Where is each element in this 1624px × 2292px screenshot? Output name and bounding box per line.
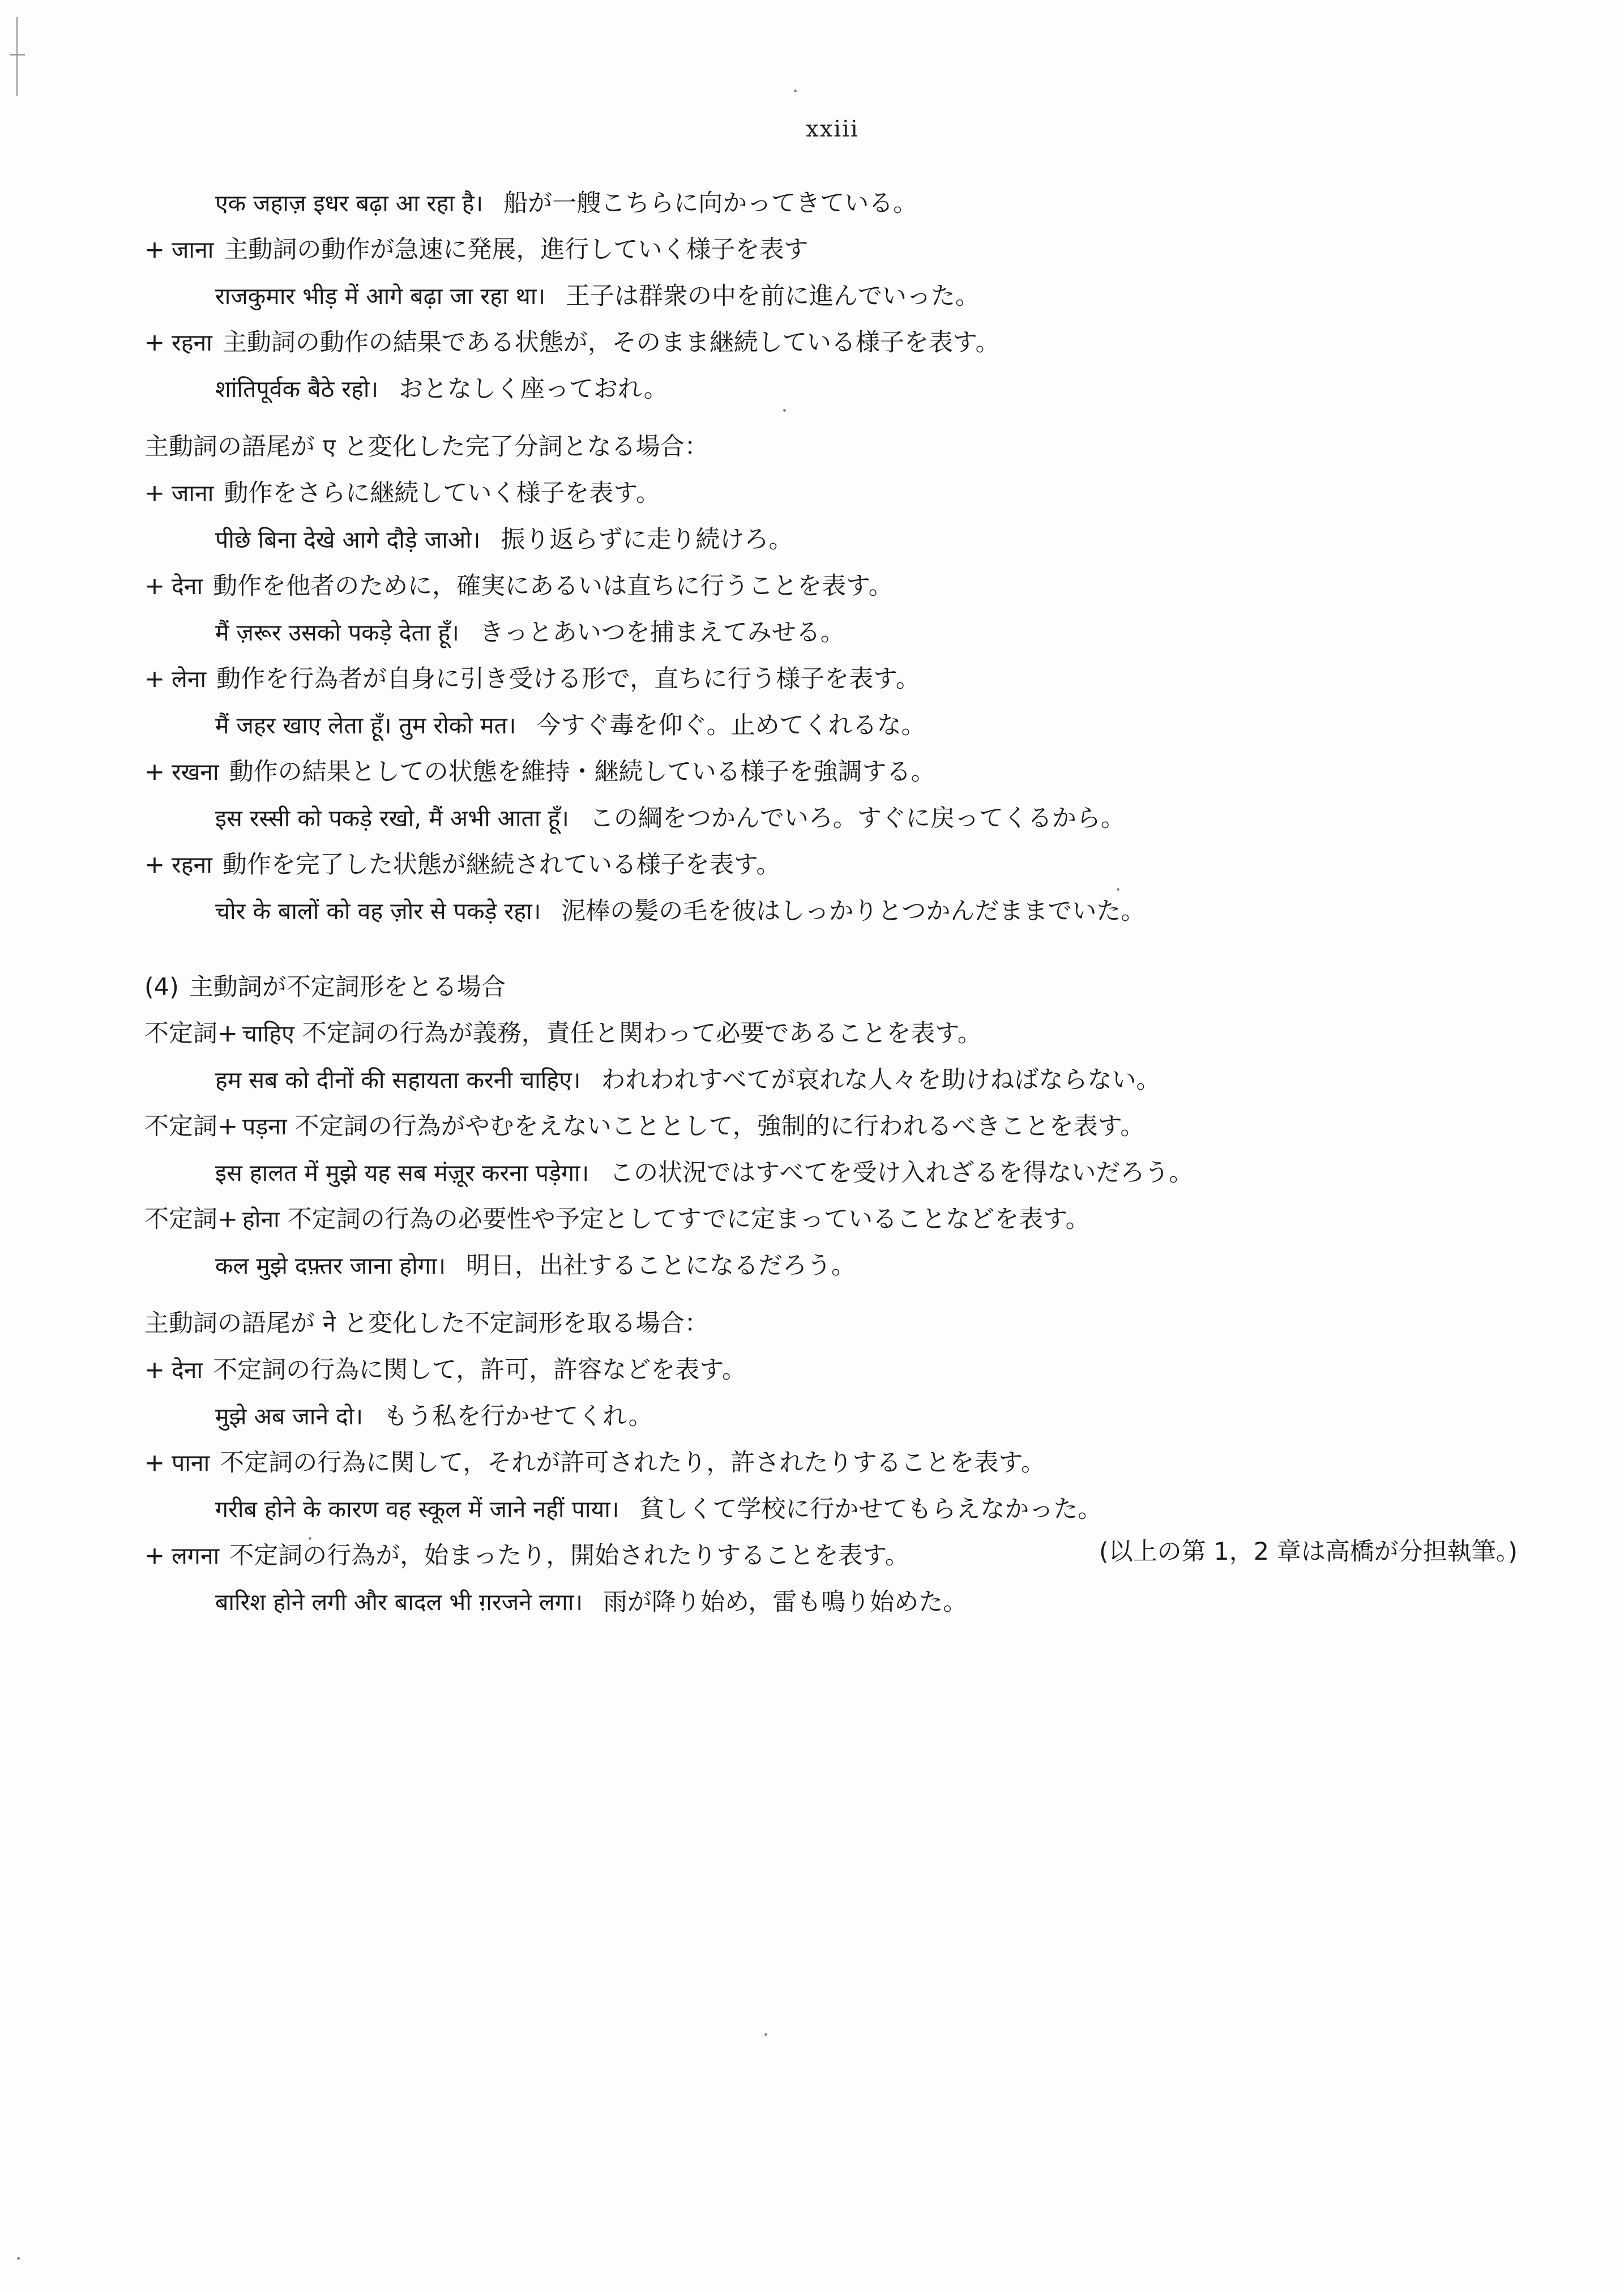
scan-speck [17, 2257, 20, 2260]
japanese-translation: 雨が降り始め，雷も鳴り始めた。 [603, 1588, 968, 1616]
grammar-rule [144, 1196, 1515, 1243]
auxiliary-verb: रखना [172, 758, 219, 786]
auxiliary-verb: पाना [172, 1449, 210, 1476]
scan-speck [794, 89, 797, 92]
japanese-translation: 振り返らずに走り続けろ。 [501, 526, 793, 554]
japanese-translation: きっとあいつを捕まえてみせる。 [479, 618, 845, 647]
example-sentence [144, 1393, 1515, 1440]
auxiliary-verb: लगना [172, 1542, 220, 1569]
hindi-example: चोर के बालों को वह ज़ोर से पकड़े रहा। [215, 898, 541, 925]
plus-marker: + [144, 572, 165, 600]
hindi-example: गरीब होने के कारण वह स्कूल में जाने नहीं पाया। [215, 1496, 619, 1523]
japanese-translation: この綱をつかんでいろ。すぐに戻ってくるから。 [589, 804, 1125, 833]
auxiliary-verb: देना [172, 573, 203, 600]
example-sentence [144, 1057, 1515, 1103]
example-sentence [144, 1579, 1515, 1625]
section-heading [144, 964, 1515, 1010]
auxiliary-verb: होना [242, 1206, 280, 1233]
hindi-example: पीछे बिना देखे आगे दौड़े जाओ। [215, 526, 481, 553]
ending-form: ए [323, 433, 336, 460]
japanese-translation: おとなしく座っておれ。 [399, 375, 668, 403]
grammar-rule [144, 1103, 1515, 1150]
plus-marker: + [144, 1542, 165, 1570]
grammar-rule [144, 1010, 1515, 1057]
hindi-example: हम सब को दीनों की सहायता करनी चाहिए। [215, 1066, 581, 1094]
rule-description: 動作を他者のために，確実にあるいは直ちに行うことを表す。 [213, 572, 893, 600]
authorship-credit: (以上の第 1，2 章は高橋が分担執筆。) [1099, 1538, 1518, 1566]
grammar-rule [144, 470, 1515, 517]
auxiliary-verb: चाहिए [242, 1020, 294, 1047]
japanese-translation: 泥棒の髪の毛を彼はしっかりとつかんだままでいた。 [561, 897, 1146, 925]
auxiliary-verb: देना [172, 1356, 203, 1384]
example-sentence [144, 1486, 1515, 1533]
auxiliary-verb: जाना [172, 480, 214, 507]
rule-description: 主動詞の動作の結果である状態が，そのまま継続している様子を表す。 [222, 328, 1000, 357]
grammar-rule [144, 656, 1515, 702]
plus-marker: + [144, 1356, 165, 1384]
example-sentence [144, 366, 1515, 412]
infinitive-prefix: 不定詞+ [144, 1205, 238, 1234]
rule-description: 動作の結果としての状態を維持・継続している様子を強調する。 [229, 758, 935, 786]
scan-speck [764, 2033, 767, 2036]
auxiliary-verb: रहना [172, 851, 212, 878]
example-sentence [144, 702, 1515, 749]
infinitive-prefix: 不定詞+ [144, 1019, 238, 1048]
example-sentence [144, 1243, 1515, 1289]
hindi-example: मुझे अब जाने दो। [215, 1403, 364, 1430]
rule-description: 不定詞の行為が義務，責任と関わって必要であることを表す。 [302, 1019, 982, 1048]
page-number: xxiii [806, 116, 859, 142]
plus-marker: + [144, 479, 165, 507]
rule-description: 不定詞の行為に関して，それが許可されたり，許されたりすることを表す。 [220, 1449, 1045, 1477]
example-sentence [144, 609, 1515, 656]
grammar-rule [144, 563, 1515, 609]
example-sentence [144, 1150, 1515, 1196]
japanese-translation: この状況ではすべてを受け入れざるを得ないだろう。 [609, 1159, 1194, 1187]
plus-marker: + [144, 236, 165, 264]
japanese-translation: 貧しくて学校に行かせてもらえなかった。 [639, 1495, 1102, 1523]
auxiliary-verb: रहना [172, 329, 212, 356]
rule-description: 不定詞の行為に関して，許可，許容などを表す。 [213, 1356, 746, 1384]
grammar-rule [144, 749, 1515, 795]
hindi-example: इस हालत में मुझे यह सब मंज़ूर करना पड़ेगा। [215, 1159, 589, 1186]
ending-form: ने [323, 1310, 336, 1337]
grammar-rule [144, 319, 1515, 366]
japanese-translation: 明日，出社することになるだろう。 [466, 1252, 856, 1280]
japanese-translation: もう私を行かせてくれ。 [383, 1402, 653, 1431]
section-title: 主動詞が不定詞形をとる場合 [189, 973, 506, 1001]
rule-description: 動作を完了した状態が継続されている様子を表す。 [222, 851, 781, 879]
example-sentence [144, 517, 1515, 563]
binding-margin-mark [16, 17, 18, 96]
grammar-rule [144, 424, 1515, 470]
hindi-example: शांतिपूर्वक बैठे रहो। [215, 375, 379, 403]
plus-marker: + [144, 851, 165, 879]
japanese-translation: われわれすべてが哀れな人々を助けねばならない。 [601, 1066, 1161, 1094]
grammar-text-body [144, 180, 1515, 1625]
hindi-example: बारिश होने लगी और बादल भी ग़रजने लगा। [215, 1589, 583, 1616]
hindi-example: मैं जहर खाए लेता हूँ। तुम रोको मत। [215, 712, 516, 739]
japanese-translation: 船が一艘こちらに向かってきている。 [503, 189, 918, 217]
rule-description: 動作を行為者が自身に引き受ける形で，直ちに行う様子を表す。 [216, 665, 920, 693]
plus-marker: + [144, 1449, 165, 1477]
japanese-translation: 今すぐ毒を仰ぐ。止めてくれるな。 [536, 711, 926, 740]
hindi-example: राजकुमार भीड़ में आगे बढ़ा जा रहा था। [215, 283, 545, 310]
japanese-translation: 王子は群衆の中を前に進んでいった。 [565, 282, 980, 310]
heading-text: と変化した完了分詞となる場合： [343, 433, 709, 461]
grammar-rule [144, 227, 1515, 273]
example-sentence [144, 180, 1515, 227]
section-number: (4) [144, 973, 179, 1001]
hindi-example: एक जहाज़ इधर बढ़ा आ रहा है। [215, 190, 484, 217]
heading-prefix: 主動詞の語尾が [144, 1309, 315, 1338]
plus-marker: + [144, 665, 165, 693]
heading-prefix: 主動詞の語尾が [144, 433, 315, 461]
hindi-example: कल मुझे दफ़्तर जाना होगा। [215, 1252, 446, 1279]
rule-description: 不定詞の行為の必要性や予定としてすでに定まっていることなどを表す。 [287, 1205, 1090, 1234]
grammar-rule [144, 842, 1515, 888]
example-sentence [144, 795, 1515, 842]
auxiliary-verb: लेना [172, 665, 207, 693]
grammar-rule [144, 1300, 1515, 1347]
example-sentence [144, 888, 1515, 934]
infinitive-prefix: 不定詞+ [144, 1112, 238, 1141]
grammar-rule [144, 1347, 1515, 1393]
heading-text: と変化した不定詞形を取る場合： [343, 1309, 709, 1338]
rule-description: 主動詞の動作が急速に発展，進行していく様子を表す [224, 236, 809, 264]
rule-description: 動作をさらに継続していく様子を表す。 [224, 479, 660, 507]
example-sentence [144, 273, 1515, 319]
plus-marker: + [144, 758, 165, 786]
hindi-example: इस रस्सी को पकड़े रखो, मैं अभी आता हूँ। [215, 805, 569, 832]
grammar-rule [144, 1440, 1515, 1486]
plus-marker: + [144, 328, 165, 357]
auxiliary-verb: पड़ना [242, 1113, 287, 1140]
auxiliary-verb: जाना [172, 236, 214, 263]
hindi-example: मैं ज़रूर उसको पकड़े देता हूँ। [215, 619, 459, 646]
binding-margin-tick [10, 54, 25, 56]
rule-description: 不定詞の行為がやむをえないこととして，強制的に行われるべきことを表す。 [294, 1112, 1145, 1141]
rule-description: 不定詞の行為が，始まったり，開始されたりすることを表す。 [229, 1542, 909, 1570]
